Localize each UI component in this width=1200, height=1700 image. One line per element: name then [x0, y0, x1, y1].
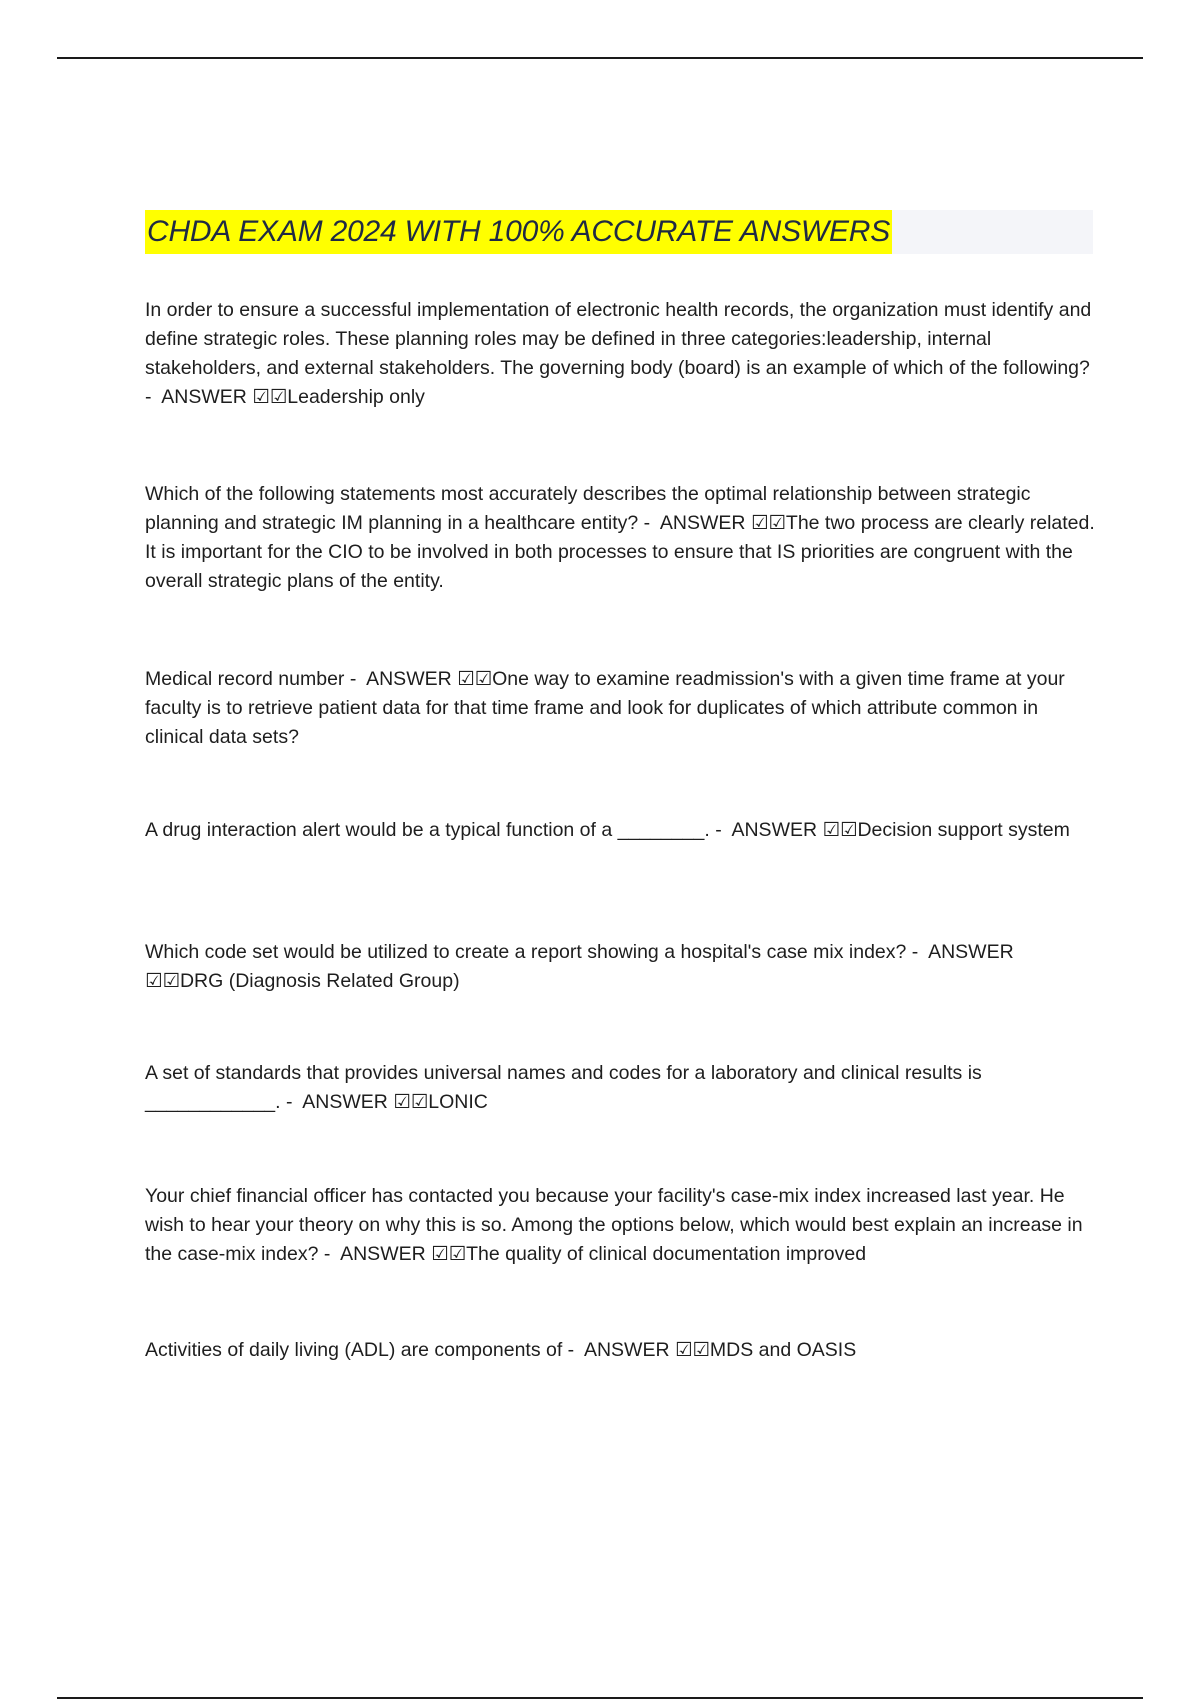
qa-item-1 [145, 296, 1095, 412]
answer-text: The quality of clinical documentation improved [466, 1243, 867, 1265]
header-rule [57, 57, 1143, 59]
answer-label: ANSWER [340, 1243, 426, 1265]
separator: - [145, 357, 1096, 408]
answer-text: Decision support system [857, 819, 1070, 841]
qa-item-6 [145, 1059, 1095, 1117]
checkbox-icon: ☑☑ [145, 970, 180, 992]
answer-label: ANSWER [928, 941, 1014, 963]
qa-item-2 [145, 480, 1101, 596]
checkbox-icon: ☑☑ [252, 386, 288, 408]
document-title: CHDA EXAM 2024 WITH 100% ACCURATE ANSWERS [145, 210, 892, 254]
question-text: Activities of daily living (ADL) are components of [145, 1339, 563, 1361]
answer-label: ANSWER [302, 1091, 388, 1113]
separator: - [344, 668, 367, 690]
separator: - [318, 1243, 341, 1265]
answer-text: Leadership only [287, 386, 425, 408]
question-text: A set of standards that provides universal names and codes for a laboratory and clinical results is ____________. [145, 1062, 982, 1113]
separator: - [638, 512, 660, 534]
question-text: Medical record number [145, 668, 345, 690]
answer-label: ANSWER [731, 819, 818, 841]
qa-item-8 [145, 1336, 1095, 1365]
question-text: In order to ensure a successful implementation of electronic health records, the organization must identify and define strategic roles. These planning roles may be defined in three categories:leadership, internal stakeholders, and external stakeholders. The governing body (board) is an example of which of the following? [145, 299, 1092, 379]
footer-rule [57, 1697, 1143, 1699]
answer-label: ANSWER [583, 1339, 670, 1361]
question-text: A drug interaction alert would be a typical function of a ________. [145, 819, 710, 841]
qa-item-3 [145, 665, 1095, 752]
qa-item-7 [145, 1182, 1095, 1269]
question-text: Which of the following statements most accurately describes the optimal relationship between strategic planning and strategic IM planning in a healthcare entity? [145, 483, 1031, 534]
separator: - [709, 819, 732, 841]
separator: - [562, 1339, 584, 1361]
checkbox-icon: ☑☑ [750, 512, 786, 534]
separator: - [280, 1091, 303, 1113]
answer-label: ANSWER [659, 512, 746, 534]
qa-item-5 [145, 938, 1095, 996]
answer-text: One way to examine readmission's with a given time frame at your faculty is to retrieve patient data for that time frame and look for duplicates of which attribute common in clinical data sets? [145, 668, 1071, 748]
checkbox-icon: ☑☑ [431, 1243, 467, 1265]
qa-item-4 [145, 816, 1095, 845]
answer-label: ANSWER [161, 386, 247, 408]
answer-text: MDS and OASIS [709, 1339, 857, 1361]
checkbox-icon: ☑☑ [674, 1339, 710, 1361]
checkbox-icon: ☑☑ [822, 819, 858, 841]
question-text: Your chief financial officer has contacted you because your facility's case-mix index increased last year. He wish to hear your theory on why this is so. Among the options below, which would best explain an increase in the case-mix index? [145, 1185, 1083, 1265]
answer-label: ANSWER [366, 668, 452, 690]
separator: - [906, 941, 929, 963]
answer-text: The two process are clearly related. It is important for the CIO to be involved in both processes to ensure that IS priorities are congruent with the overall strategic plans of the entity. [145, 512, 1101, 592]
checkbox-icon: ☑☑ [457, 668, 493, 690]
checkbox-icon: ☑☑ [393, 1091, 429, 1113]
answer-text: DRG (Diagnosis Related Group) [179, 970, 460, 992]
answer-text: LONIC [428, 1091, 488, 1113]
question-text: Which code set would be utilized to create a report showing a hospital's case mix index? [145, 941, 907, 963]
